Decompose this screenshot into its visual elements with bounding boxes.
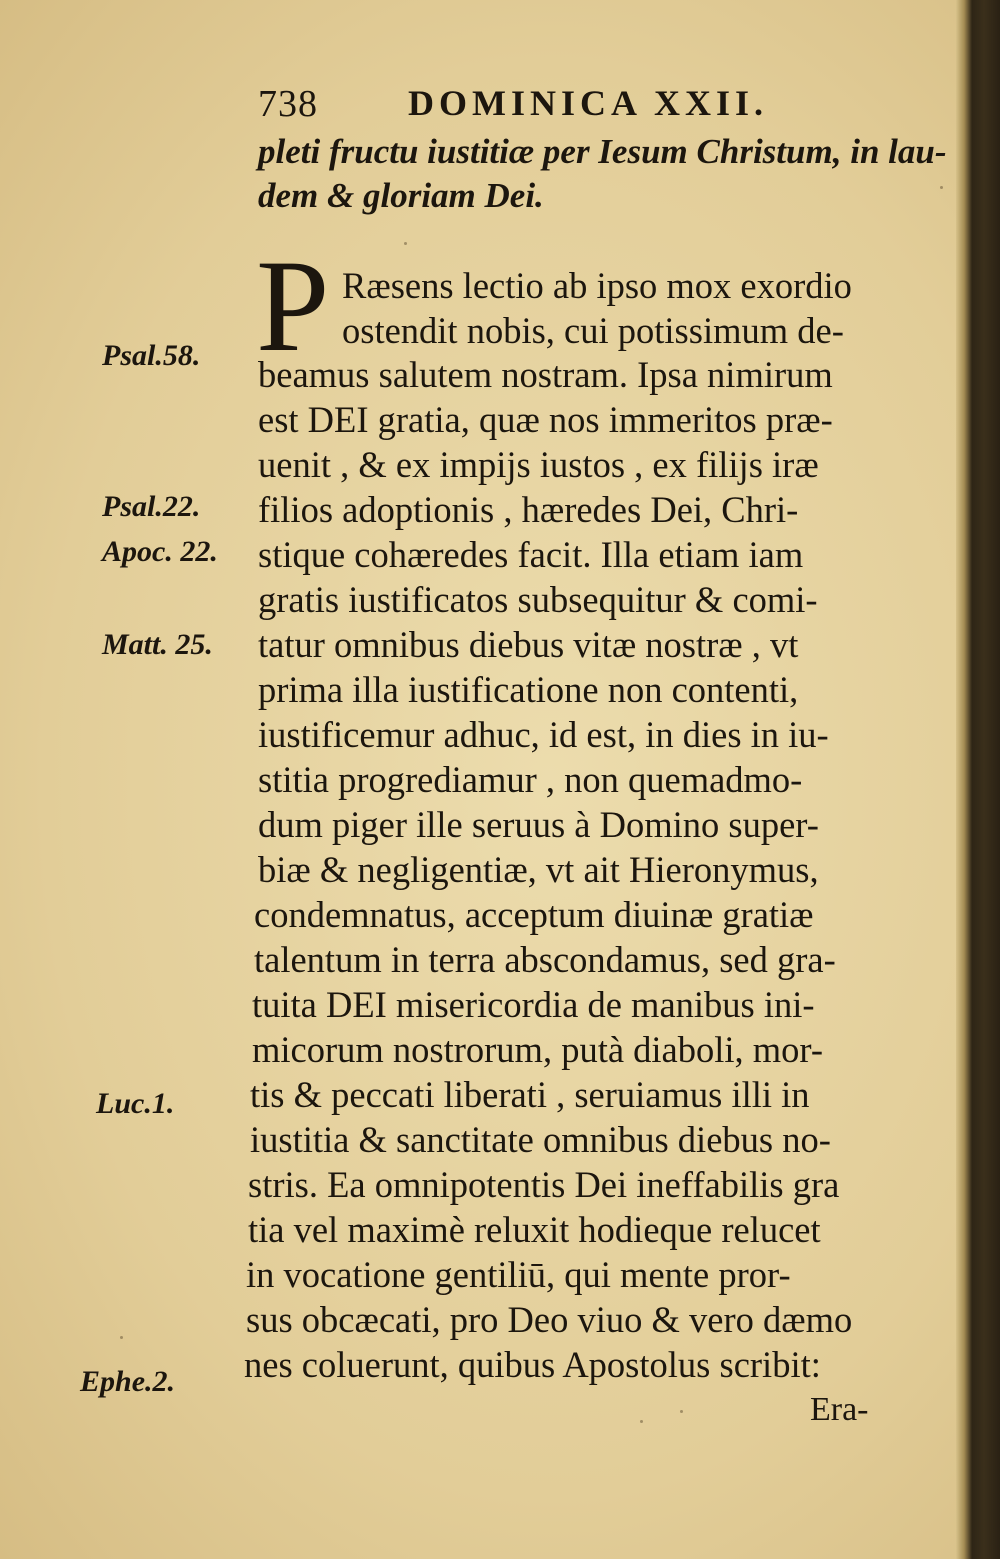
binding-edge xyxy=(956,0,1000,1559)
body-line: stique cohæredes facit. Illa etiam iam xyxy=(258,534,804,575)
body-line: gratis iustificatos subsequitur & comi- xyxy=(258,579,818,620)
body-line: iustificemur adhuc, id est, in dies in iu- xyxy=(258,714,829,755)
body-line: nes coluerunt, quibus Apostolus scribit: xyxy=(244,1344,821,1385)
intro-line: dem & gloriam Dei. xyxy=(258,176,544,215)
running-head xyxy=(258,78,798,124)
body-line: prima illa iustificatione non contenti, xyxy=(258,669,799,710)
drop-cap: P xyxy=(256,232,330,379)
body-line: est DEI gratia, quæ nos immeritos præ- xyxy=(258,399,833,440)
paper-speck xyxy=(404,242,407,245)
running-title: DOMINICA XXII. xyxy=(408,83,769,123)
body-line: Ræsens lectio ab ipso mox exordio xyxy=(342,265,852,306)
catchword: Era- xyxy=(810,1391,869,1428)
body-line: in vocatione gentiliū, qui mente pror- xyxy=(246,1254,791,1295)
intro-line: pleti fructu iustitiæ per Iesum Christum, in lau- xyxy=(258,132,947,171)
margin-note-psalm-22: Psal.22. xyxy=(102,490,201,523)
body-line: biæ & negligentiæ, vt ait Hieronymus, xyxy=(258,849,819,890)
margin-note-luke-1: Luc.1. xyxy=(96,1087,175,1120)
margin-note-apocalypse-22: Apoc. 22. xyxy=(102,535,218,568)
margin-note-ephesians-2: Ephe.2. xyxy=(80,1365,176,1398)
body-line: tuita DEI misericordia de manibus ini- xyxy=(252,984,815,1025)
body-line: micorum nostrorum, putà diaboli, mor- xyxy=(252,1029,824,1070)
body-line: tatur omnibus diebus vitæ nostræ , vt xyxy=(258,624,799,665)
margin-note-matthew-25: Matt. 25. xyxy=(102,628,213,661)
paper-speck xyxy=(940,186,943,189)
page-number: 738 xyxy=(258,83,318,125)
body-line: beamus salutem nostram. Ipsa nimirum xyxy=(258,354,833,395)
body-line: tia vel maximè reluxit hodieque relucet xyxy=(248,1209,821,1250)
body-line: talentum in terra abscondamus, sed gra- xyxy=(254,939,836,980)
body-line: filios adoptionis , hæredes Dei, Chri- xyxy=(258,489,799,530)
body-line: dum piger ille seruus à Domino super- xyxy=(258,804,819,845)
margin-note-psalm-58: Psal.58. xyxy=(102,339,201,372)
body-line: sus obcæcati, pro Deo viuo & vero dæmo xyxy=(246,1299,853,1340)
body-line: ostendit nobis, cui potissimum de- xyxy=(342,310,844,351)
paper-speck xyxy=(640,1420,643,1423)
body-line: tis & peccati liberati , seruiamus illi in xyxy=(250,1074,810,1115)
body-line: stris. Ea omnipotentis Dei ineffabilis gra xyxy=(248,1164,840,1205)
body-line: uenit , & ex impijs iustos , ex filijs iræ xyxy=(258,444,819,485)
body-line: iustitia & sanctitate omnibus diebus no- xyxy=(250,1119,831,1160)
body-line: condemnatus, acceptum diuinæ gratiæ xyxy=(254,894,814,935)
body-line: stitia progrediamur , non quemadmo- xyxy=(258,759,803,800)
paper-speck xyxy=(680,1410,683,1413)
paper-speck xyxy=(120,1336,123,1339)
